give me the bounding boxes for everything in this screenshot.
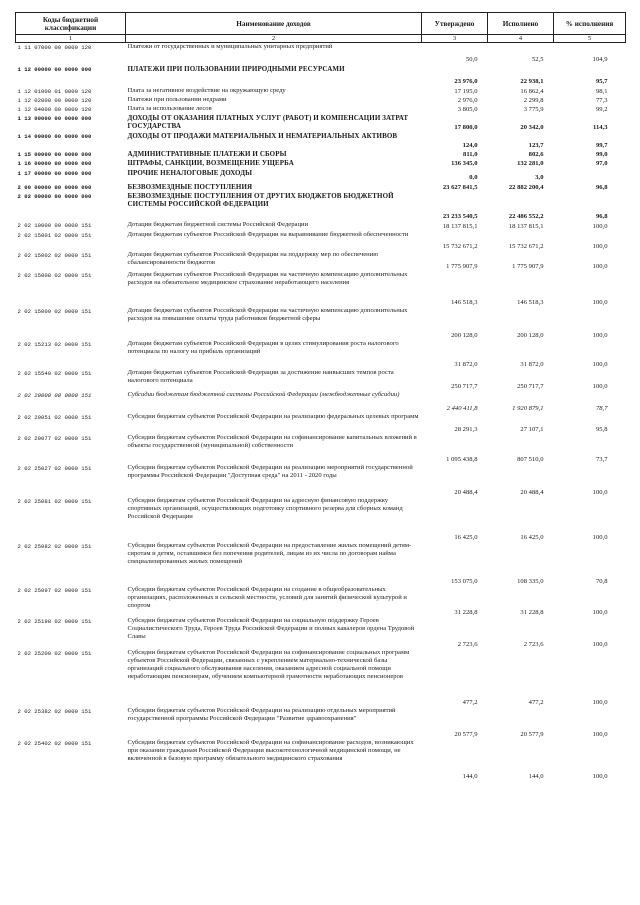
table-row: [16, 497, 626, 542]
table-row: [16, 96, 626, 105]
row-code: 2 02 25081 02 0000 151: [17, 497, 92, 505]
row-percent: 97,0: [595, 160, 608, 168]
table-row: [16, 114, 626, 132]
row-percent: [554, 169, 626, 183]
row-approved: 50,0: [465, 56, 478, 64]
row-executed: 108 335,0: [517, 577, 544, 585]
row-approved: 23 627 841,5: [442, 183, 478, 191]
table-row: [16, 159, 626, 168]
row-code: 1 15 00000 00 0000 000: [17, 151, 92, 159]
table-row: [16, 192, 626, 221]
table-row: [16, 464, 626, 497]
row-name: Дотации бюджетам субъектов Российской Федерации в целях стимулирования роста налогового потенциала по налогу на прибыль организаций: [127, 339, 399, 355]
row-code: 2 02 25198 02 0000 151: [17, 617, 92, 625]
row-name: Субсидии бюджетам субъектов Российской Федерации на софинансирование капитальных вложений в объекты государственной (муниципальной) собственности: [127, 433, 417, 449]
row-executed: 3,0: [535, 174, 544, 182]
row-code: 2 02 15001 02 0000 151: [17, 231, 92, 239]
row-name: АДМИНИСТРАТИВНЫЕ ПЛАТЕЖИ И СБОРЫ: [127, 150, 287, 159]
row-executed: 200 128,0: [517, 331, 544, 339]
row-approved: 20 577,9: [454, 730, 478, 738]
table-row: [16, 340, 626, 369]
row-name: Субсидии бюджетам субъектов Российской Федерации на реализацию федеральных целевых программ: [127, 412, 419, 420]
row-percent: 100,0: [592, 488, 608, 496]
row-executed: 22 938,1: [520, 78, 544, 86]
table-row: [16, 707, 626, 739]
row-name: Субсидии бюджетам субъектов Российской Федерации на социальную поддержку Героев Социалистического Труда, Героев Труда Российской Федерации и полных кавалеров ордена Трудовой Славы: [127, 616, 415, 641]
header-approved: Утверждено: [422, 13, 488, 35]
table-row: [16, 649, 626, 707]
table-row: [16, 105, 626, 114]
row-approved: 3 805,0: [457, 105, 478, 113]
row-executed: 22 882 200,4: [508, 183, 544, 191]
row-approved: 1 095 438,8: [446, 455, 478, 463]
row-approved: 153 075,0: [451, 577, 478, 585]
row-approved: 811,0: [463, 151, 478, 159]
table-row: [16, 391, 626, 413]
row-percent: 78,7: [595, 404, 608, 412]
row-code: 1 11 07000 00 0000 120: [17, 44, 92, 51]
row-executed: 1 775 907,9: [512, 262, 544, 270]
table-row: [16, 231, 626, 251]
row-executed: 3 775,9: [523, 105, 544, 113]
table-row: [16, 369, 626, 391]
row-executed: 802,6: [528, 151, 544, 159]
row-percent: 100,0: [592, 382, 608, 390]
header-name: Наименование доходов: [126, 13, 422, 35]
row-percent: 100,0: [592, 360, 608, 368]
row-approved: 2 440 411,8: [446, 404, 478, 412]
row-code: 2 02 15008 02 0000 151: [17, 271, 92, 279]
header-percent: % исполнения: [554, 13, 626, 35]
row-percent: 100,0: [592, 698, 608, 706]
row-name: Субсидии бюджетам субъектов Российской Федерации на адресную финансовую поддержку спортивных организаций, осуществляющих подготовку спортивного резерва для сборных команд Российской Федерации: [127, 496, 403, 521]
row-approved: 250 717,7: [451, 382, 478, 390]
row-executed: 146 518,3: [517, 298, 544, 306]
header-codes: Коды бюджетной классификации: [16, 13, 126, 35]
row-approved: 124,0: [462, 141, 478, 149]
row-code: 2 02 00000 00 0000 000: [17, 192, 92, 200]
row-approved: 17 800,0: [454, 123, 478, 131]
row-name: Дотации бюджетам субъектов Российской Федерации на частичную компенсацию дополнительных расходов на обязательное медицинское страхование неработающего населения: [127, 270, 408, 286]
row-approved: 23 233 540,5: [442, 212, 478, 220]
row-name: Дотации бюджетам субъектов Российской Федерации на выравнивание бюджетной обеспеченности: [127, 230, 409, 238]
row-name: Плата за негативное воздействие на окружающую среду: [127, 86, 286, 94]
header-num-1: 1: [16, 35, 126, 43]
row-executed: 1 920 879,1: [512, 404, 544, 412]
row-executed: 144,0: [528, 772, 544, 780]
row-percent: 114,3: [593, 123, 608, 131]
row-name: БЕЗВОЗМЕЗДНЫЕ ПОСТУПЛЕНИЯ ОТ ДРУГИХ БЮДЖЕТОВ БЮДЖЕТНОЙ СИСТЕМЫ РОССИЙСКОЙ ФЕДЕРАЦИИ: [127, 191, 394, 208]
row-approved: 136 345,0: [451, 160, 478, 168]
row-executed: 27 107,1: [520, 425, 544, 433]
row-percent: 100,0: [592, 533, 608, 541]
table-header: [16, 13, 626, 43]
row-code: 1 14 00000 00 0000 000: [17, 133, 92, 141]
row-name: Субсидии бюджетам субъектов Российской Федерации на предоставление жилых помещений детям-сиротам и детям, оставшимся без попечения родителей, лицам из их числа по договорам найма специализированных жилых помещений: [127, 541, 412, 566]
row-executed: 250 717,7: [517, 382, 544, 390]
row-executed: 20 577,9: [520, 730, 544, 738]
row-executed: 807 510,0: [517, 455, 544, 463]
row-executed: 31 228,8: [520, 608, 544, 616]
row-name: Субсидии бюджетам субъектов Российской Федерации на реализацию отдельных мероприятий государственной программы Российской Федерации "Развитие здравоохранения": [127, 706, 396, 722]
row-approved: 2 976,0: [457, 96, 478, 104]
row-approved: 477,2: [462, 698, 478, 706]
row-executed: 20 342,0: [520, 123, 544, 131]
row-name: Субсидии бюджетам субъектов Российской Федерации на софинансирование расходов, возникающих при оказании гражданам Российской Федерации высокотехнологичной медицинской помощи, не включенной в базовую программу обязательного медицинского страхования: [127, 738, 414, 763]
row-code: 2 02 25209 02 0000 151: [17, 649, 92, 657]
table-row: [16, 739, 626, 781]
row-code: 2 02 25082 02 0000 151: [17, 542, 92, 550]
row-name: Дотации бюджетам бюджетной системы Российской Федерации: [127, 220, 309, 228]
row-percent: 100,0: [592, 242, 608, 250]
row-percent: 100,0: [592, 730, 608, 738]
row-executed: 15 732 671,2: [508, 242, 544, 250]
row-executed: 18 137 815,1: [508, 222, 544, 230]
row-percent: 100,0: [592, 772, 608, 780]
row-approved: 144,0: [462, 772, 478, 780]
row-executed: 22 486 552,2: [508, 212, 544, 220]
table-row: [16, 251, 626, 271]
row-code: 2 02 15009 02 0000 151: [17, 307, 92, 315]
table-row: [16, 221, 626, 231]
row-name: Субсидии бюджетам субъектов Российской Федерации на реализацию мероприятий государственной программы Российской Федерации "Доступная среда" на 2011 - 2020 годы: [127, 463, 413, 479]
row-name: ШТРАФЫ, САНКЦИИ, ВОЗМЕЩЕНИЕ УЩЕРБА: [127, 159, 294, 168]
table-body: [16, 43, 626, 781]
row-code: 1 12 00000 00 0000 000: [17, 65, 92, 73]
row-code: 2 00 00000 00 0000 000: [17, 183, 92, 191]
row-approved: 31 872,0: [454, 360, 478, 368]
row-approved: 16 425,0: [454, 533, 478, 541]
row-code: 1 12 02000 00 0000 120: [17, 96, 92, 104]
table-row: [16, 434, 626, 464]
row-percent: 73,7: [595, 455, 608, 463]
header-executed: Исполнено: [488, 13, 554, 35]
row-executed: 20 488,4: [520, 488, 544, 496]
row-executed: 16 425,0: [520, 533, 544, 541]
row-code: 1 16 00000 00 0000 000: [17, 160, 92, 168]
row-name: Дотации бюджетам субъектов Российской Федерации за достижение наивысших темпов роста налогового потенциала: [127, 368, 394, 384]
row-approved: 17 195,0: [454, 87, 478, 95]
row-percent: 100,0: [592, 262, 608, 270]
row-approved: 28 291,3: [454, 425, 478, 433]
table-row: [16, 132, 626, 150]
row-approved: 31 228,8: [454, 608, 478, 616]
row-name: ДОХОДЫ ОТ ОКАЗАНИЯ ПЛАТНЫХ УСЛУГ (РАБОТ) И КОМПЕНСАЦИИ ЗАТРАТ ГОСУДАРСТВА: [127, 114, 409, 131]
row-approved: 0,0: [469, 174, 478, 182]
row-code: 2 02 20051 02 0000 151: [17, 413, 92, 421]
row-name: Платежи при пользовании недрами: [127, 95, 227, 103]
row-percent: 70,8: [595, 577, 608, 585]
table-row: [16, 271, 626, 307]
table-row: [16, 150, 626, 159]
row-percent: 96,8: [595, 212, 608, 220]
row-name: Плата за использование лесов: [127, 104, 212, 112]
row-name: Дотации бюджетам субъектов Российской Федерации на поддержку мер по обеспечению сбалансированности бюджетов: [127, 250, 379, 266]
row-executed: 132 281,0: [517, 160, 544, 168]
row-code: 1 17 00000 00 0000 000: [17, 169, 92, 177]
row-name: Дотации бюджетам субъектов Российской Федерации на частичную компенсацию дополнительных расходов на повышение оплаты труда работников бюджетной сферы: [127, 306, 408, 322]
row-code: 2 02 25027 02 0000 151: [17, 464, 92, 472]
table-row: [16, 65, 626, 87]
row-code: 2 02 15213 02 0000 151: [17, 340, 92, 348]
table-row: [16, 183, 626, 192]
row-name: ПРОЧИЕ НЕНАЛОГОВЫЕ ДОХОДЫ: [127, 168, 253, 177]
table-row: [16, 586, 626, 617]
row-code: 1 12 01000 01 0000 120: [17, 87, 92, 95]
row-executed: 52,5: [531, 56, 544, 64]
row-approved: 200 128,0: [451, 331, 478, 339]
row-executed: 2 723,6: [523, 640, 544, 648]
header-num-2: 2: [126, 35, 422, 43]
row-percent: 100,0: [592, 331, 608, 339]
row-executed: 16 862,4: [520, 87, 544, 95]
row-code: 1 13 00000 00 0000 000: [17, 115, 92, 123]
table-row: [16, 43, 626, 65]
row-percent: 98,1: [595, 87, 608, 95]
row-percent: 100,0: [592, 298, 608, 306]
header-num-5: 5: [554, 35, 626, 43]
row-code: 2 02 25402 02 0000 151: [17, 739, 92, 747]
row-approved: 15 732 671,2: [442, 242, 478, 250]
row-percent: 96,8: [595, 183, 608, 191]
row-percent: 95,7: [595, 78, 608, 86]
row-name: ДОХОДЫ ОТ ПРОДАЖИ МАТЕРИАЛЬНЫХ И НЕМАТЕРИАЛЬНЫХ АКТИВОВ: [127, 132, 398, 141]
row-name: Платежи от государственных и муниципальных унитарных предприятий: [127, 43, 333, 50]
row-percent: 100,0: [592, 640, 608, 648]
header-num-3: 3: [422, 35, 488, 43]
table-row: [16, 169, 626, 183]
row-approved: 23 976,0: [454, 78, 478, 86]
row-name: Субсидии бюджетам субъектов Российской Федерации на создание в общеобразовательных организациях, расположенных в сельской местности, условий для занятий физической культурой и спортом: [127, 585, 407, 610]
row-code: 2 02 20000 00 0000 151: [17, 391, 92, 399]
table-row: [16, 87, 626, 96]
revenue-table: [15, 12, 626, 781]
row-percent: 77,3: [595, 96, 608, 104]
row-code: 2 02 15549 02 0000 151: [17, 369, 92, 377]
row-percent: 99,0: [595, 151, 608, 159]
row-percent: 104,9: [592, 56, 608, 64]
row-approved: 20 488,4: [454, 488, 478, 496]
row-code: 2 02 25382 02 0000 151: [17, 707, 92, 715]
row-approved: 146 518,3: [451, 298, 478, 306]
row-name: Субсидии бюджетам бюджетной системы Российской Федерации (межбюджетные субсидии): [127, 390, 400, 398]
row-percent: 99,2: [595, 105, 608, 113]
row-percent: 99,7: [595, 141, 608, 149]
row-code: 1 12 04000 00 0000 120: [17, 105, 92, 113]
row-executed: 2 299,8: [523, 96, 544, 104]
row-name: Субсидии бюджетам субъектов Российской Федерации на софинансирование социальных программ субъектов Российской Федерации, связанных с укреплением материально-технической базы организаций социального обслуживания населения, оказанием адресной социальной помощи неработающим пенсионерам, обучением компьютерной грамотности неработающих пенсионеров: [127, 648, 410, 681]
report-page: [15, 12, 625, 781]
table-row: [16, 617, 626, 649]
row-executed: 123,7: [528, 141, 544, 149]
row-name: ПЛАТЕЖИ ПРИ ПОЛЬЗОВАНИИ ПРИРОДНЫМИ РЕСУРСАМИ: [127, 64, 345, 73]
row-approved: 1 775 907,9: [446, 262, 478, 270]
row-code: 2 02 20077 02 0000 151: [17, 434, 92, 442]
row-approved: 18 137 815,1: [442, 222, 478, 230]
row-name: БЕЗВОЗМЕЗДНЫЕ ПОСТУПЛЕНИЯ: [127, 182, 253, 191]
table-row: [16, 542, 626, 586]
row-code: 2 02 10000 00 0000 151: [17, 221, 92, 229]
row-code: 2 02 15002 02 0000 151: [17, 251, 92, 259]
row-percent: 100,0: [592, 608, 608, 616]
table-row: [16, 413, 626, 434]
row-executed: 477,2: [528, 698, 544, 706]
row-percent: 100,0: [592, 222, 608, 230]
row-percent: 95,8: [595, 425, 608, 433]
row-executed: 31 872,0: [520, 360, 544, 368]
header-num-4: 4: [488, 35, 554, 43]
row-approved: 2 723,6: [457, 640, 478, 648]
row-code: 2 02 25097 02 0000 151: [17, 586, 92, 594]
table-row: [16, 307, 626, 340]
